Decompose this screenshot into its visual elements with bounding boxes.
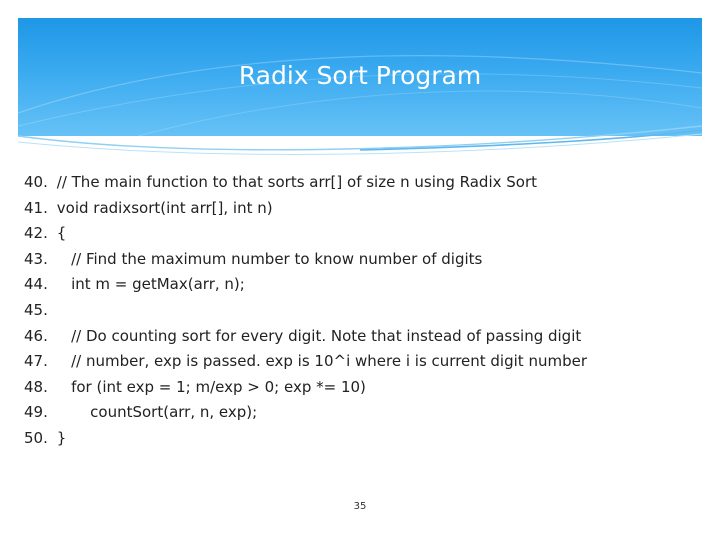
line-number: 42.	[24, 224, 48, 243]
line-number: 49.	[24, 403, 48, 422]
code-line	[24, 349, 714, 375]
line-number: 47.	[24, 352, 48, 371]
line-number: 46.	[24, 326, 48, 345]
code-text: // number, exp is passed. exp is 10^i where i is current digit number	[52, 352, 587, 371]
line-number: 50.	[24, 428, 48, 447]
line-number: 45.	[24, 300, 48, 319]
code-line	[24, 298, 714, 324]
code-line	[24, 196, 714, 222]
code-text: // Find the maximum number to know number of digits	[52, 249, 483, 268]
line-number: 41.	[24, 198, 48, 217]
code-line	[24, 247, 714, 273]
slide-title: Radix Sort Program	[238, 61, 482, 90]
code-text: // Do counting sort for every digit. Note that instead of passing digit	[52, 326, 582, 345]
code-line	[24, 375, 714, 401]
code-text: void radixsort(int arr[], int n)	[52, 198, 273, 217]
code-line	[24, 324, 714, 350]
line-number: 40.	[24, 173, 48, 191]
code-listing	[24, 170, 714, 452]
line-number: 44.	[24, 275, 48, 294]
code-text: countSort(arr, n, exp);	[52, 403, 258, 422]
page-number: 35	[353, 501, 367, 512]
code-line	[24, 272, 714, 298]
line-number: 43.	[24, 249, 48, 268]
code-line	[24, 221, 714, 247]
code-text: {	[52, 224, 67, 243]
code-line	[24, 426, 714, 452]
code-text: int m = getMax(arr, n);	[52, 275, 245, 294]
code-text: // The main function to that sorts arr[] of size n using Radix Sort	[52, 173, 538, 191]
code-line	[24, 170, 714, 196]
code-text: }	[52, 428, 67, 447]
line-number: 48.	[24, 377, 48, 396]
code-line	[24, 400, 714, 426]
code-text: for (int exp = 1; m/exp > 0; exp *= 10)	[52, 377, 366, 396]
